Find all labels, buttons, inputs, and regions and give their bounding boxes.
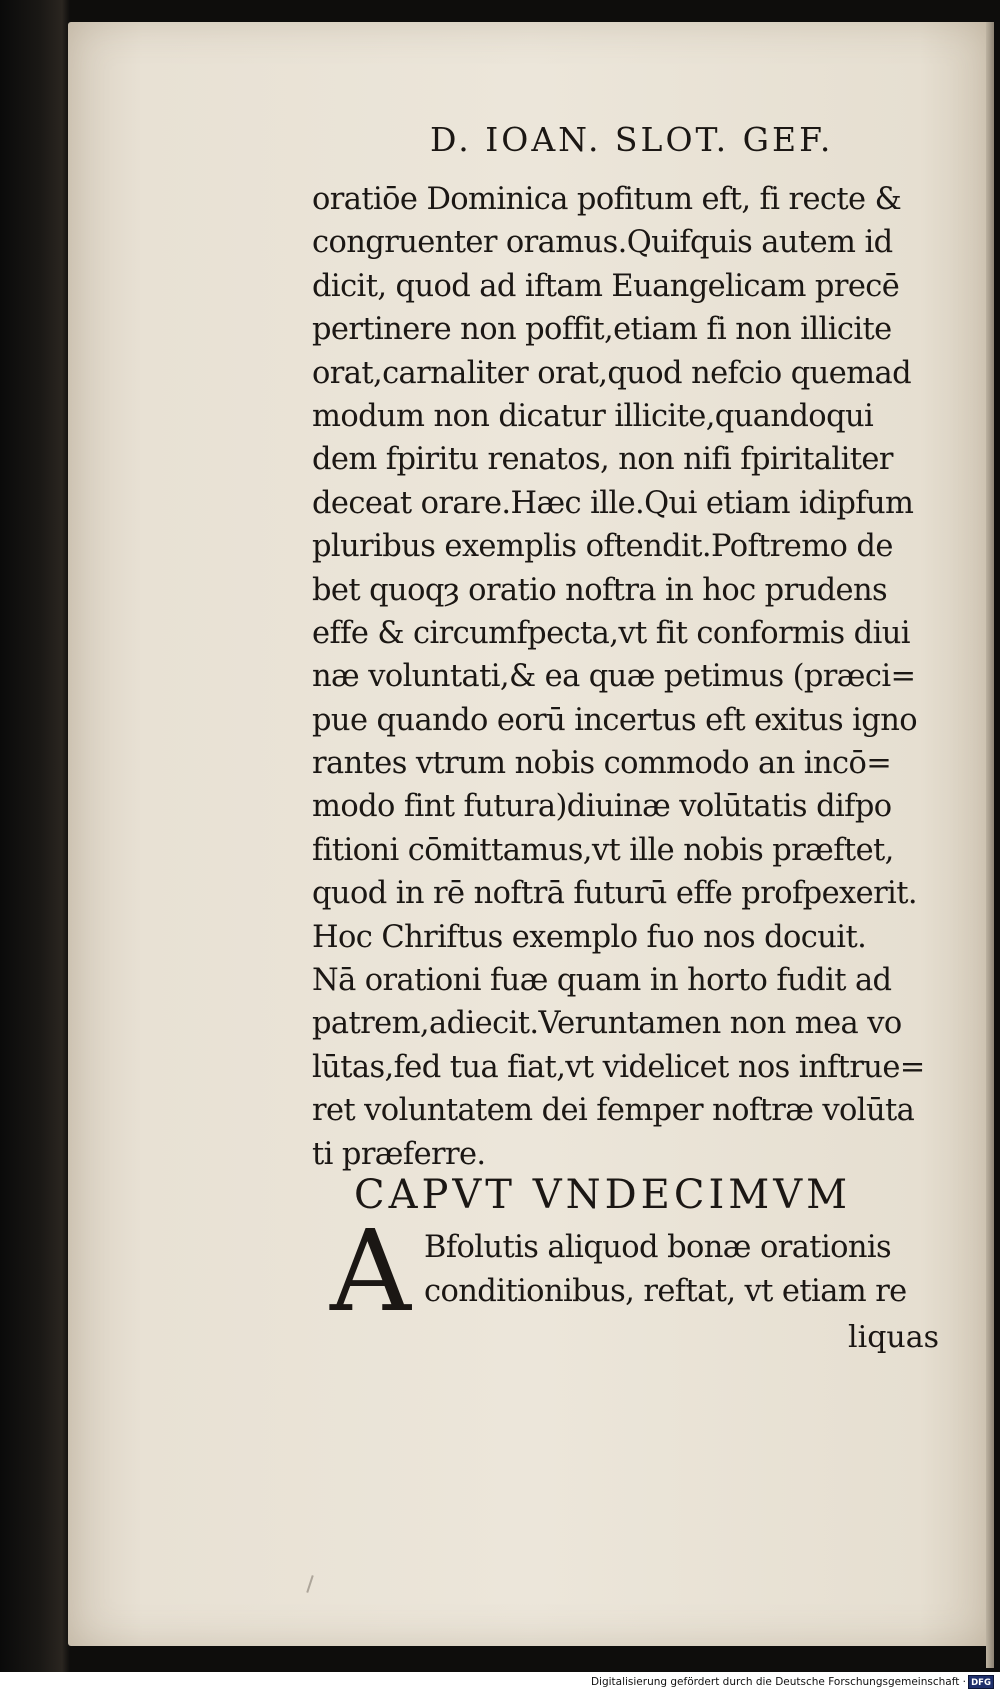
text-line: orat,carnaliter orat,quod nefcio quemad — [312, 355, 911, 391]
text-line: Nā orationi fuæ quam in horto fudit ad — [312, 963, 892, 999]
text-line: Bfolutis aliquod bonæ orationis — [424, 1230, 892, 1265]
text-line: ret voluntatem dei femper noftræ volūta — [312, 1093, 915, 1129]
text-line: patrem,adiecit.Veruntamen non mea vo — [312, 1006, 902, 1042]
text-line: ti præferre. — [312, 1136, 486, 1172]
text-line: dem fpiritu renatos, non nifi fpiritaliter — [312, 442, 893, 478]
text-line: effe & circumfpecta,vt fit conformis diui — [312, 615, 910, 651]
footer-credit: Digitalisierung gefördert durch die Deutsche Forschungsgemeinschaft · — [590, 1676, 966, 1688]
chapter-opening-text — [424, 1226, 964, 1314]
body-text — [312, 178, 972, 1176]
drop-initial: A — [330, 1207, 411, 1337]
catchword: liquas — [848, 1320, 939, 1355]
chapter-heading: CAPVT VNDECIMVM — [354, 1172, 852, 1218]
text-line: pue quando eorū incertus eft exitus igno — [312, 702, 918, 738]
text-line: bet quoqȝ oratio noftra in hoc prudens — [312, 572, 888, 608]
text-line: modum non dicatur illicite,quandoqui — [312, 398, 874, 434]
text-line: oratiōe Dominica pofitum eft, fi recte & — [312, 182, 902, 217]
text-line: Hoc Chriftus exemplo fuo nos docuit. — [312, 919, 867, 955]
text-line: modo fint futura)diuinæ volūtatis difpo — [312, 789, 892, 825]
text-line: congruenter oramus.Quifquis autem id — [312, 225, 893, 261]
text-line: pertinere non poffit,etiam fi non illicite — [312, 312, 892, 348]
page-edge — [986, 22, 994, 1668]
text-line: conditionibus, reftat, vt etiam re — [424, 1274, 907, 1309]
dfg-logo: DFG — [968, 1675, 994, 1689]
text-line: rantes vtrum nobis commodo an incō= — [312, 746, 892, 782]
text-line: pluribus exemplis oftendit.Poftremo de — [312, 529, 893, 565]
text-line: fitioni cōmittamus,vt ille nobis præftet, — [312, 832, 894, 868]
text-line: næ voluntati,& ea quæ petimus (præci= — [312, 659, 916, 695]
text-line: lūtas,fed tua fiat,vt videlicet nos inftrue= — [312, 1049, 925, 1085]
running-head: D. IOAN. SLOT. GEF. — [430, 120, 834, 159]
text-line: dicit, quod ad iftam Euangelicam precē — [312, 268, 900, 304]
text-line: quod in rē noftrā futurū effe profpexerit. — [312, 876, 917, 912]
text-line: deceat orare.Hæc ille.Qui etiam idipfum — [312, 485, 914, 521]
